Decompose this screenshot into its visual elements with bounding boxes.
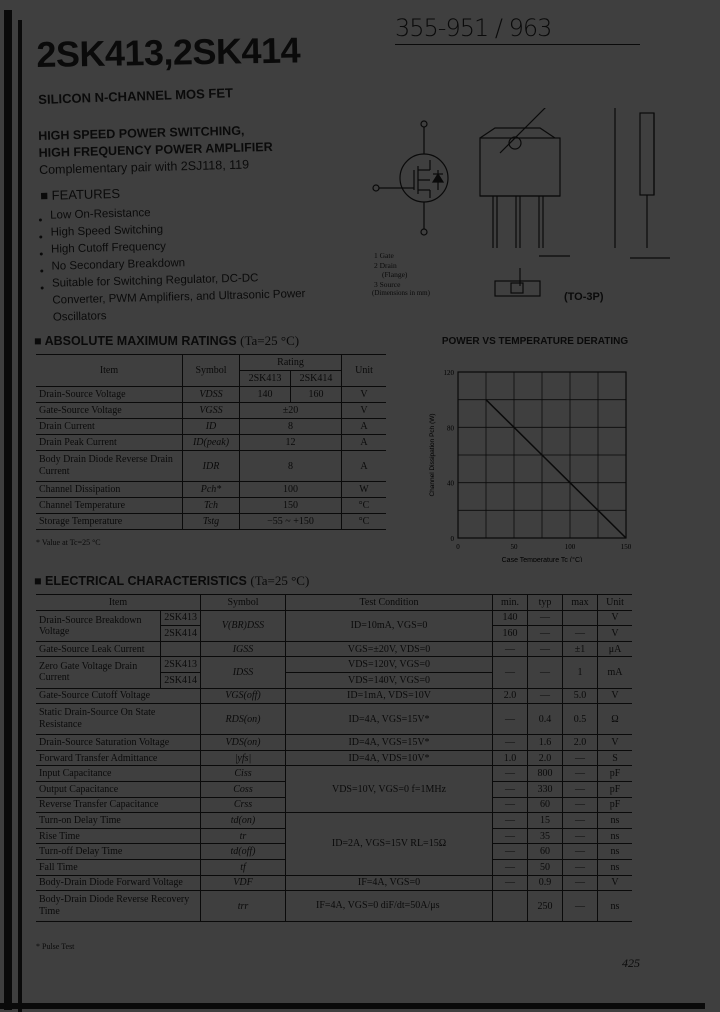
table-row: [36, 688, 632, 704]
row-test-condition: VDS=10V, VGS=0 f=1MHz: [286, 766, 493, 813]
row-unit: A: [342, 435, 387, 451]
row-unit: ns: [598, 891, 633, 922]
row-item: Turn-on Delay Time: [36, 813, 201, 829]
features-heading: ■ FEATURES: [40, 185, 121, 203]
pin-drain: 2 Drain: [374, 260, 397, 270]
binding-edge-inner: [18, 20, 22, 1012]
row-symbol: td(on): [201, 813, 286, 829]
row-typ: 60: [528, 797, 563, 813]
row-item: Storage Temperature: [36, 514, 183, 530]
row-max: —: [563, 626, 598, 642]
row-max: —: [563, 844, 598, 860]
row-item: Forward Transfer Admittance: [36, 750, 201, 766]
ec-footnote: * Pulse Test: [36, 942, 75, 951]
table-row: [36, 403, 386, 419]
applications: [38, 122, 273, 179]
row-symbol: RDS(on): [201, 704, 286, 735]
row-max: —: [563, 797, 598, 813]
row-max: ±1: [563, 641, 598, 657]
row-symbol: V(BR)DSS: [201, 610, 286, 641]
row-unit: μA: [598, 641, 633, 657]
dimensions-note: (Dimensions in mm): [372, 289, 430, 297]
row-test-condition: ID=4A, VGS=15V*: [286, 704, 493, 735]
ec-heading-text: ELECTRICAL CHARACTERISTICS: [45, 574, 247, 588]
ec-condition: (Ta=25 °C): [250, 573, 310, 588]
row-max: —: [563, 828, 598, 844]
row-item: Body Drain Diode Reverse Drain Current: [36, 451, 183, 482]
row-symbol: IDR: [183, 451, 240, 482]
table-row: [36, 435, 386, 451]
col-min: min.: [493, 595, 528, 611]
feature-item: ● No Secondary Breakdown: [39, 252, 309, 276]
col-test-condition: Test Condition: [286, 595, 493, 611]
row-unit: W: [342, 482, 387, 498]
row-min: —: [493, 657, 528, 688]
row-subtype: 2SK414: [161, 672, 201, 688]
row-symbol: ID(peak): [183, 435, 240, 451]
table-row: [36, 813, 632, 829]
handwritten-note: 355-951 / 963: [395, 14, 552, 42]
row-item: Fall Time: [36, 859, 201, 875]
row-unit: ns: [598, 813, 633, 829]
row-item: Output Capacitance: [36, 781, 201, 797]
svg-text:50: 50: [510, 543, 518, 551]
row-min: —: [493, 844, 528, 860]
row-item: Turn-off Delay Time: [36, 844, 201, 860]
col-typ: typ: [528, 595, 563, 611]
row-item: Channel Temperature: [36, 498, 183, 514]
page-title: 2SK413,2SK414: [36, 29, 301, 75]
derating-chart-plot: [420, 362, 640, 562]
row-value: 12: [240, 435, 342, 451]
row-max: —: [563, 813, 598, 829]
row-max: 5.0: [563, 688, 598, 704]
row-item: Drain-Source Voltage: [36, 387, 183, 403]
ec-heading: ■ ELECTRICAL CHARACTERISTICS (Ta=25 °C): [34, 573, 310, 588]
row-max: 2.0: [563, 735, 598, 751]
features-heading-text: FEATURES: [51, 185, 121, 203]
row-max: —: [563, 875, 598, 891]
row-min: —: [493, 797, 528, 813]
row-typ: 1.6: [528, 735, 563, 751]
pin-source: 3 Source: [374, 279, 401, 289]
row-typ: 35: [528, 828, 563, 844]
row-unit: pF: [598, 766, 633, 782]
row-symbol: VDS(on): [201, 735, 286, 751]
row-item: Reverse Transfer Capacitance: [36, 797, 201, 813]
col-unit: Unit: [342, 355, 387, 387]
application-line: HIGH FREQUENCY POWER AMPLIFIER: [38, 139, 273, 160]
row-min: 2.0: [493, 688, 528, 704]
feature-item: ● Low On-Resistance: [38, 201, 308, 225]
feature-item: ● Suitable for Switching Regulator, DC-DC Converter, PWM Amplifiers, and Ultrasonic Power Oscillators: [40, 269, 311, 327]
row-value: 8: [240, 451, 342, 482]
row-item: Channel Dissipation: [36, 482, 183, 498]
table-row: [36, 514, 386, 530]
row-item: Drain-Source Breakdown Voltage: [36, 610, 161, 641]
row-symbol: Ciss: [201, 766, 286, 782]
row-typ: —: [528, 626, 563, 642]
row-symbol: VDF: [201, 875, 286, 891]
row-test-condition: IF=4A, VGS=0 diF/dt=50A/μs: [286, 891, 493, 922]
row-item: Gate-Source Voltage: [36, 403, 183, 419]
row-typ: 60: [528, 844, 563, 860]
row-max: [563, 610, 598, 626]
col-2sk413: 2SK413: [240, 371, 291, 387]
package-name: (TO-3P): [564, 291, 604, 303]
row-test-condition: ID=1mA, VDS=10V: [286, 688, 493, 704]
handwritten-underline: [395, 44, 640, 45]
row-symbol: Tch: [183, 498, 240, 514]
footer-rule: [0, 1003, 705, 1009]
row-unit: V: [598, 875, 633, 891]
row-min: —: [493, 828, 528, 844]
row-unit: V: [342, 387, 387, 403]
row-item: Rise Time: [36, 828, 201, 844]
row-unit: mA: [598, 657, 633, 688]
row-value: ±20: [240, 403, 342, 419]
col-rating: Rating: [240, 355, 342, 371]
row-test-condition: ID=4A, VGS=15V*: [286, 735, 493, 751]
row-min: [493, 891, 528, 922]
row-typ: 0.4: [528, 704, 563, 735]
row-test-condition: VDS=140V, VGS=0: [286, 672, 493, 688]
row-test-condition: VDS=120V, VGS=0: [286, 657, 493, 673]
row-value-2sk413: 140: [240, 387, 291, 403]
row-item: Body-Drain Diode Reverse Recovery Time: [36, 891, 201, 922]
row-symbol: IGSS: [201, 641, 286, 657]
pin-legend: [374, 251, 407, 289]
table-row: [36, 750, 632, 766]
svg-text:Channel Dissipation Pch (W): Channel Dissipation Pch (W): [429, 413, 436, 497]
table-row: [36, 735, 632, 751]
row-symbol: Tstg: [183, 514, 240, 530]
row-item: Drain Peak Current: [36, 435, 183, 451]
row-max: 0.5: [563, 704, 598, 735]
table-row: [36, 451, 386, 482]
row-typ: —: [528, 657, 563, 688]
row-max: —: [563, 859, 598, 875]
row-typ: 330: [528, 781, 563, 797]
col-symbol: Symbol: [183, 355, 240, 387]
svg-text:150: 150: [620, 543, 632, 551]
table-row: [36, 875, 632, 891]
svg-text:Case Temperature Tc (°C): Case Temperature Tc (°C): [501, 557, 583, 562]
svg-text:0: 0: [450, 535, 454, 543]
row-typ: 15: [528, 813, 563, 829]
row-unit: °C: [342, 498, 387, 514]
table-row: [36, 387, 386, 403]
row-unit: Ω: [598, 704, 633, 735]
row-subtype-empty: [161, 641, 201, 657]
col-symbol: Symbol: [201, 595, 286, 611]
row-max: —: [563, 750, 598, 766]
col-max: max: [563, 595, 598, 611]
row-symbol: |yfs|: [201, 750, 286, 766]
row-symbol: IDSS: [201, 657, 286, 688]
row-max: 1: [563, 657, 598, 688]
derating-chart: [420, 362, 640, 562]
row-test-condition: VGS=±20V, VDS=0: [286, 641, 493, 657]
row-unit: A: [342, 451, 387, 482]
row-symbol: tr: [201, 828, 286, 844]
table-row: [36, 704, 632, 735]
row-symbol: tf: [201, 859, 286, 875]
binding-edge: [4, 10, 12, 1010]
row-typ: —: [528, 610, 563, 626]
row-typ: —: [528, 641, 563, 657]
row-symbol: trr: [201, 891, 286, 922]
row-min: —: [493, 813, 528, 829]
row-max: —: [563, 781, 598, 797]
table-row: [36, 419, 386, 435]
row-value: 100: [240, 482, 342, 498]
table-row: [36, 657, 632, 673]
row-unit: V: [342, 403, 387, 419]
row-min: —: [493, 704, 528, 735]
row-min: 140: [493, 610, 528, 626]
row-min: 1.0: [493, 750, 528, 766]
page-number: 425: [622, 956, 640, 970]
col-2sk414: 2SK414: [291, 371, 342, 387]
row-test-condition: ID=10mA, VGS=0: [286, 610, 493, 641]
feature-item: ● High Speed Switching: [38, 218, 308, 242]
row-typ: 50: [528, 859, 563, 875]
table-row: [36, 766, 632, 782]
row-item: Drain Current: [36, 419, 183, 435]
row-max: —: [563, 766, 598, 782]
complementary-pair-line: Complementary pair with 2SJ118, 119: [38, 157, 250, 177]
row-item: Zero Gate Voltage Drain Current: [36, 657, 161, 688]
feature-item: ● High Cutoff Frequency: [39, 235, 309, 259]
row-value: 150: [240, 498, 342, 514]
amr-heading: ■ ABSOLUTE MAXIMUM RATINGS (Ta=25 °C): [34, 333, 300, 348]
row-min: —: [493, 641, 528, 657]
table-row: [36, 482, 386, 498]
col-item: Item: [36, 595, 201, 611]
row-value: 8: [240, 419, 342, 435]
row-unit: ns: [598, 859, 633, 875]
svg-text:100: 100: [564, 543, 576, 551]
amr-heading-text: ABSOLUTE MAXIMUM RATINGS: [44, 334, 237, 348]
row-unit: ns: [598, 844, 633, 860]
row-min: —: [493, 766, 528, 782]
table-row: [36, 891, 632, 922]
row-unit: V: [598, 610, 633, 626]
row-unit: V: [598, 688, 633, 704]
row-unit: ns: [598, 828, 633, 844]
row-symbol: Crss: [201, 797, 286, 813]
device-subtitle: SILICON N-CHANNEL MOS FET: [38, 85, 234, 107]
chart-title: POWER VS TEMPERATURE DERATING: [441, 336, 629, 347]
row-test-condition: ID=4A, VDS=10V*: [286, 750, 493, 766]
pin-gate: 1 Gate: [374, 251, 394, 260]
row-symbol: VGSS: [183, 403, 240, 419]
row-unit: pF: [598, 781, 633, 797]
row-item: Drain-Source Saturation Voltage: [36, 735, 201, 751]
svg-text:80: 80: [447, 424, 454, 433]
ec-table: [36, 594, 632, 922]
row-min: —: [493, 735, 528, 751]
row-item: Input Capacitance: [36, 766, 201, 782]
table-row: [36, 498, 386, 514]
table-row: [36, 641, 632, 657]
row-typ: 800: [528, 766, 563, 782]
svg-text:120: 120: [443, 369, 454, 377]
row-item: Body-Drain Diode Forward Voltage: [36, 875, 201, 891]
row-value: −55 ~ +150: [240, 514, 342, 530]
pin-flange: (Flange): [382, 270, 408, 279]
row-max: —: [563, 891, 598, 922]
row-unit: pF: [598, 797, 633, 813]
row-value-2sk414: 160: [291, 387, 342, 403]
features-list: [38, 201, 311, 327]
row-item: Gate-Source Leak Current: [36, 641, 161, 657]
application-line: HIGH SPEED POWER SWITCHING,: [38, 123, 245, 143]
row-symbol: Coss: [201, 781, 286, 797]
row-subtype: 2SK413: [161, 657, 201, 673]
svg-text:40: 40: [447, 479, 454, 488]
row-test-condition: ID=2A, VGS=15V RL=15Ω: [286, 813, 493, 875]
row-symbol: VGS(off): [201, 688, 286, 704]
row-symbol: td(off): [201, 844, 286, 860]
col-unit: Unit: [598, 595, 633, 611]
row-unit: A: [342, 419, 387, 435]
row-subtype: 2SK414: [161, 626, 201, 642]
row-min: 160: [493, 626, 528, 642]
amr-footnote: * Value at Tc=25 °C: [36, 538, 101, 547]
table-row: [36, 610, 632, 626]
row-typ: 250: [528, 891, 563, 922]
col-item: Item: [36, 355, 183, 387]
amr-condition: (Ta=25 °C): [240, 333, 300, 348]
row-item: Gate-Source Cutoff Voltage: [36, 688, 201, 704]
row-unit: V: [598, 626, 633, 642]
row-unit: V: [598, 735, 633, 751]
package-diagram: [370, 108, 710, 318]
row-unit: °C: [342, 514, 387, 530]
row-subtype: 2SK413: [161, 610, 201, 626]
row-item: Static Drain-Source On State Resistance: [36, 704, 201, 735]
row-min: —: [493, 859, 528, 875]
row-typ: 2.0: [528, 750, 563, 766]
row-min: —: [493, 875, 528, 891]
amr-table: [36, 354, 386, 530]
row-min: —: [493, 781, 528, 797]
mosfet-symbol-and-outline-icon: [370, 108, 710, 318]
svg-text:0: 0: [456, 543, 460, 551]
row-symbol: VDSS: [183, 387, 240, 403]
row-test-condition: IF=4A, VGS=0: [286, 875, 493, 891]
row-typ: —: [528, 688, 563, 704]
row-typ: 0.9: [528, 875, 563, 891]
row-symbol: Pch*: [183, 482, 240, 498]
row-unit: S: [598, 750, 633, 766]
row-symbol: ID: [183, 419, 240, 435]
